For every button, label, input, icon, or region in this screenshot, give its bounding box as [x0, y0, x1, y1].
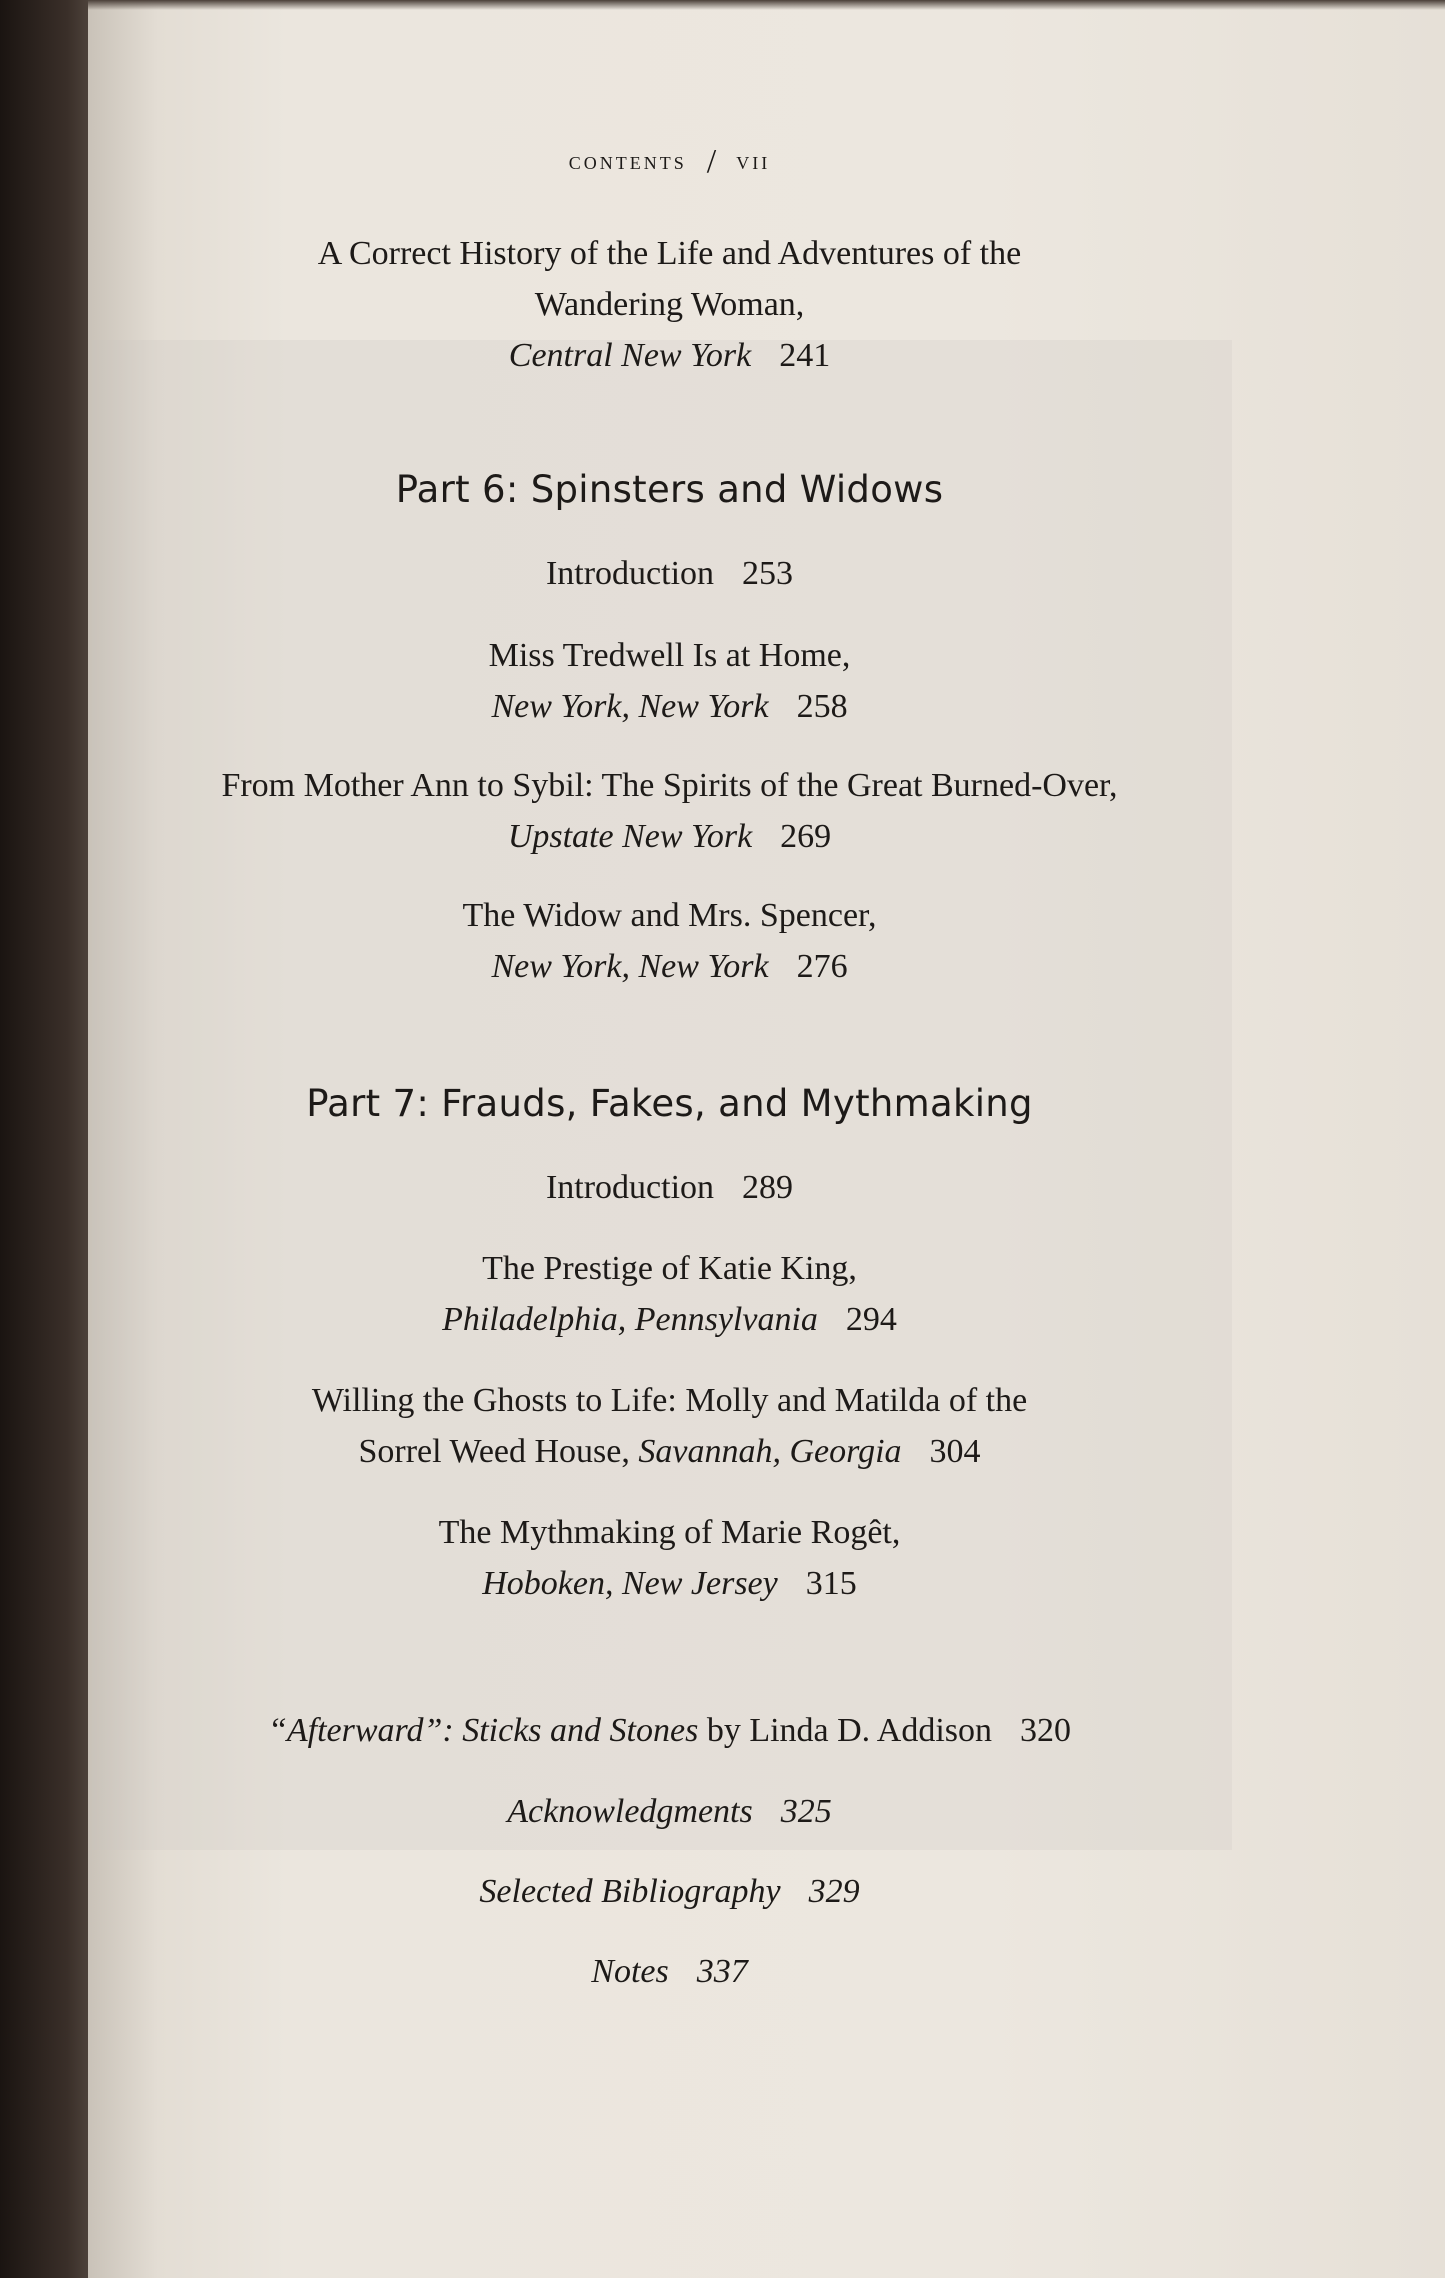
entry-title: Introduction [545, 555, 715, 592]
entry-page-number: 337 [696, 1953, 748, 1990]
toc-entry-marie-roget [88, 1507, 1251, 1609]
part-heading-6: Part 6: Spinsters and Widows [395, 468, 944, 511]
entry-page-number: 315 [805, 1565, 857, 1602]
entry-place-line [88, 811, 1251, 862]
entry-title-line: A Correct History of the Life and Adventures of the [317, 235, 1022, 272]
entry-place-line [88, 941, 1251, 992]
toc-entry-selected-bibliography [88, 1866, 1251, 1917]
entry-page-number: 329 [808, 1873, 860, 1910]
toc-entry-mother-ann-to-sybil [88, 760, 1251, 862]
entry-title: Selected Bibliography [479, 1873, 781, 1910]
toc-entry-miss-tredwell [88, 630, 1251, 732]
toc-entry-katie-king [88, 1243, 1251, 1345]
entry-page-number: 320 [1020, 1712, 1072, 1749]
entry-place: Philadelphia, Pennsylvania [442, 1301, 818, 1338]
header-label: contents [568, 148, 687, 175]
entry-title: The Widow and Mrs. Spencer, [462, 897, 877, 934]
part-heading-7: Part 7: Frauds, Fakes, and Mythmaking [306, 1082, 1033, 1125]
entry-page-number: 294 [845, 1301, 897, 1338]
entry-title: Miss Tredwell Is at Home, [488, 637, 851, 674]
toc-entry-part6-introduction [88, 548, 1251, 599]
entry-title: “Afterward”: Sticks and Stones [267, 1712, 699, 1749]
entry-page-number: 276 [796, 948, 848, 985]
toc-entry-notes [88, 1946, 1251, 1997]
entry-place: New York, New York [491, 948, 769, 985]
entry-page-number: 325 [780, 1793, 832, 1830]
entry-page-number: 289 [742, 1169, 794, 1206]
entry-page-number: 258 [796, 688, 848, 725]
entry-title-line [88, 1426, 1251, 1477]
entry-title: Introduction [545, 1169, 715, 1206]
entry-place-line [88, 1294, 1251, 1345]
toc-entry-afterward [88, 1705, 1251, 1756]
toc-entry-part7-introduction [88, 1162, 1251, 1213]
toc-entry-wandering-woman [88, 228, 1251, 381]
entry-title: From Mother Ann to Sybil: The Spirits of the Great Burned-Over, [221, 767, 1118, 804]
entry-place: Central New York [508, 337, 752, 374]
table-of-contents [88, 0, 1445, 2278]
entry-place: New York, New York [491, 688, 769, 725]
entry-title-line: Willing the Ghosts to Life: Molly and Matilda of the [311, 1382, 1028, 1419]
entry-place-line [88, 1558, 1251, 1609]
entry-place: Savannah, Georgia [638, 1433, 902, 1470]
running-header [88, 140, 1251, 178]
entry-place: Upstate New York [507, 818, 753, 855]
entry-title: Notes [591, 1953, 669, 1990]
entry-title: Acknowledgments [507, 1793, 753, 1830]
toc-entry-acknowledgments [88, 1786, 1251, 1837]
toc-entry-willing-the-ghosts [88, 1375, 1251, 1477]
entry-author: by Linda D. Addison [706, 1712, 993, 1749]
entry-page-number: 253 [742, 555, 794, 592]
toc-entry-widow-and-mrs-spencer [88, 890, 1251, 992]
header-separator: / [706, 143, 717, 180]
entry-title-continuation: Sorrel Weed House, [358, 1433, 630, 1470]
header-page-number: vii [736, 148, 771, 175]
entry-page-number: 304 [929, 1433, 981, 1470]
entry-place-line [88, 330, 1251, 381]
entry-place: Hoboken, New Jersey [482, 1565, 778, 1602]
entry-title: The Mythmaking of Marie Rogêt, [438, 1514, 901, 1551]
entry-title-line: Wandering Woman, [534, 286, 805, 323]
entry-title: The Prestige of Katie King, [482, 1250, 857, 1287]
entry-place-line [88, 681, 1251, 732]
entry-page-number: 269 [780, 818, 832, 855]
entry-page-number: 241 [779, 337, 831, 374]
